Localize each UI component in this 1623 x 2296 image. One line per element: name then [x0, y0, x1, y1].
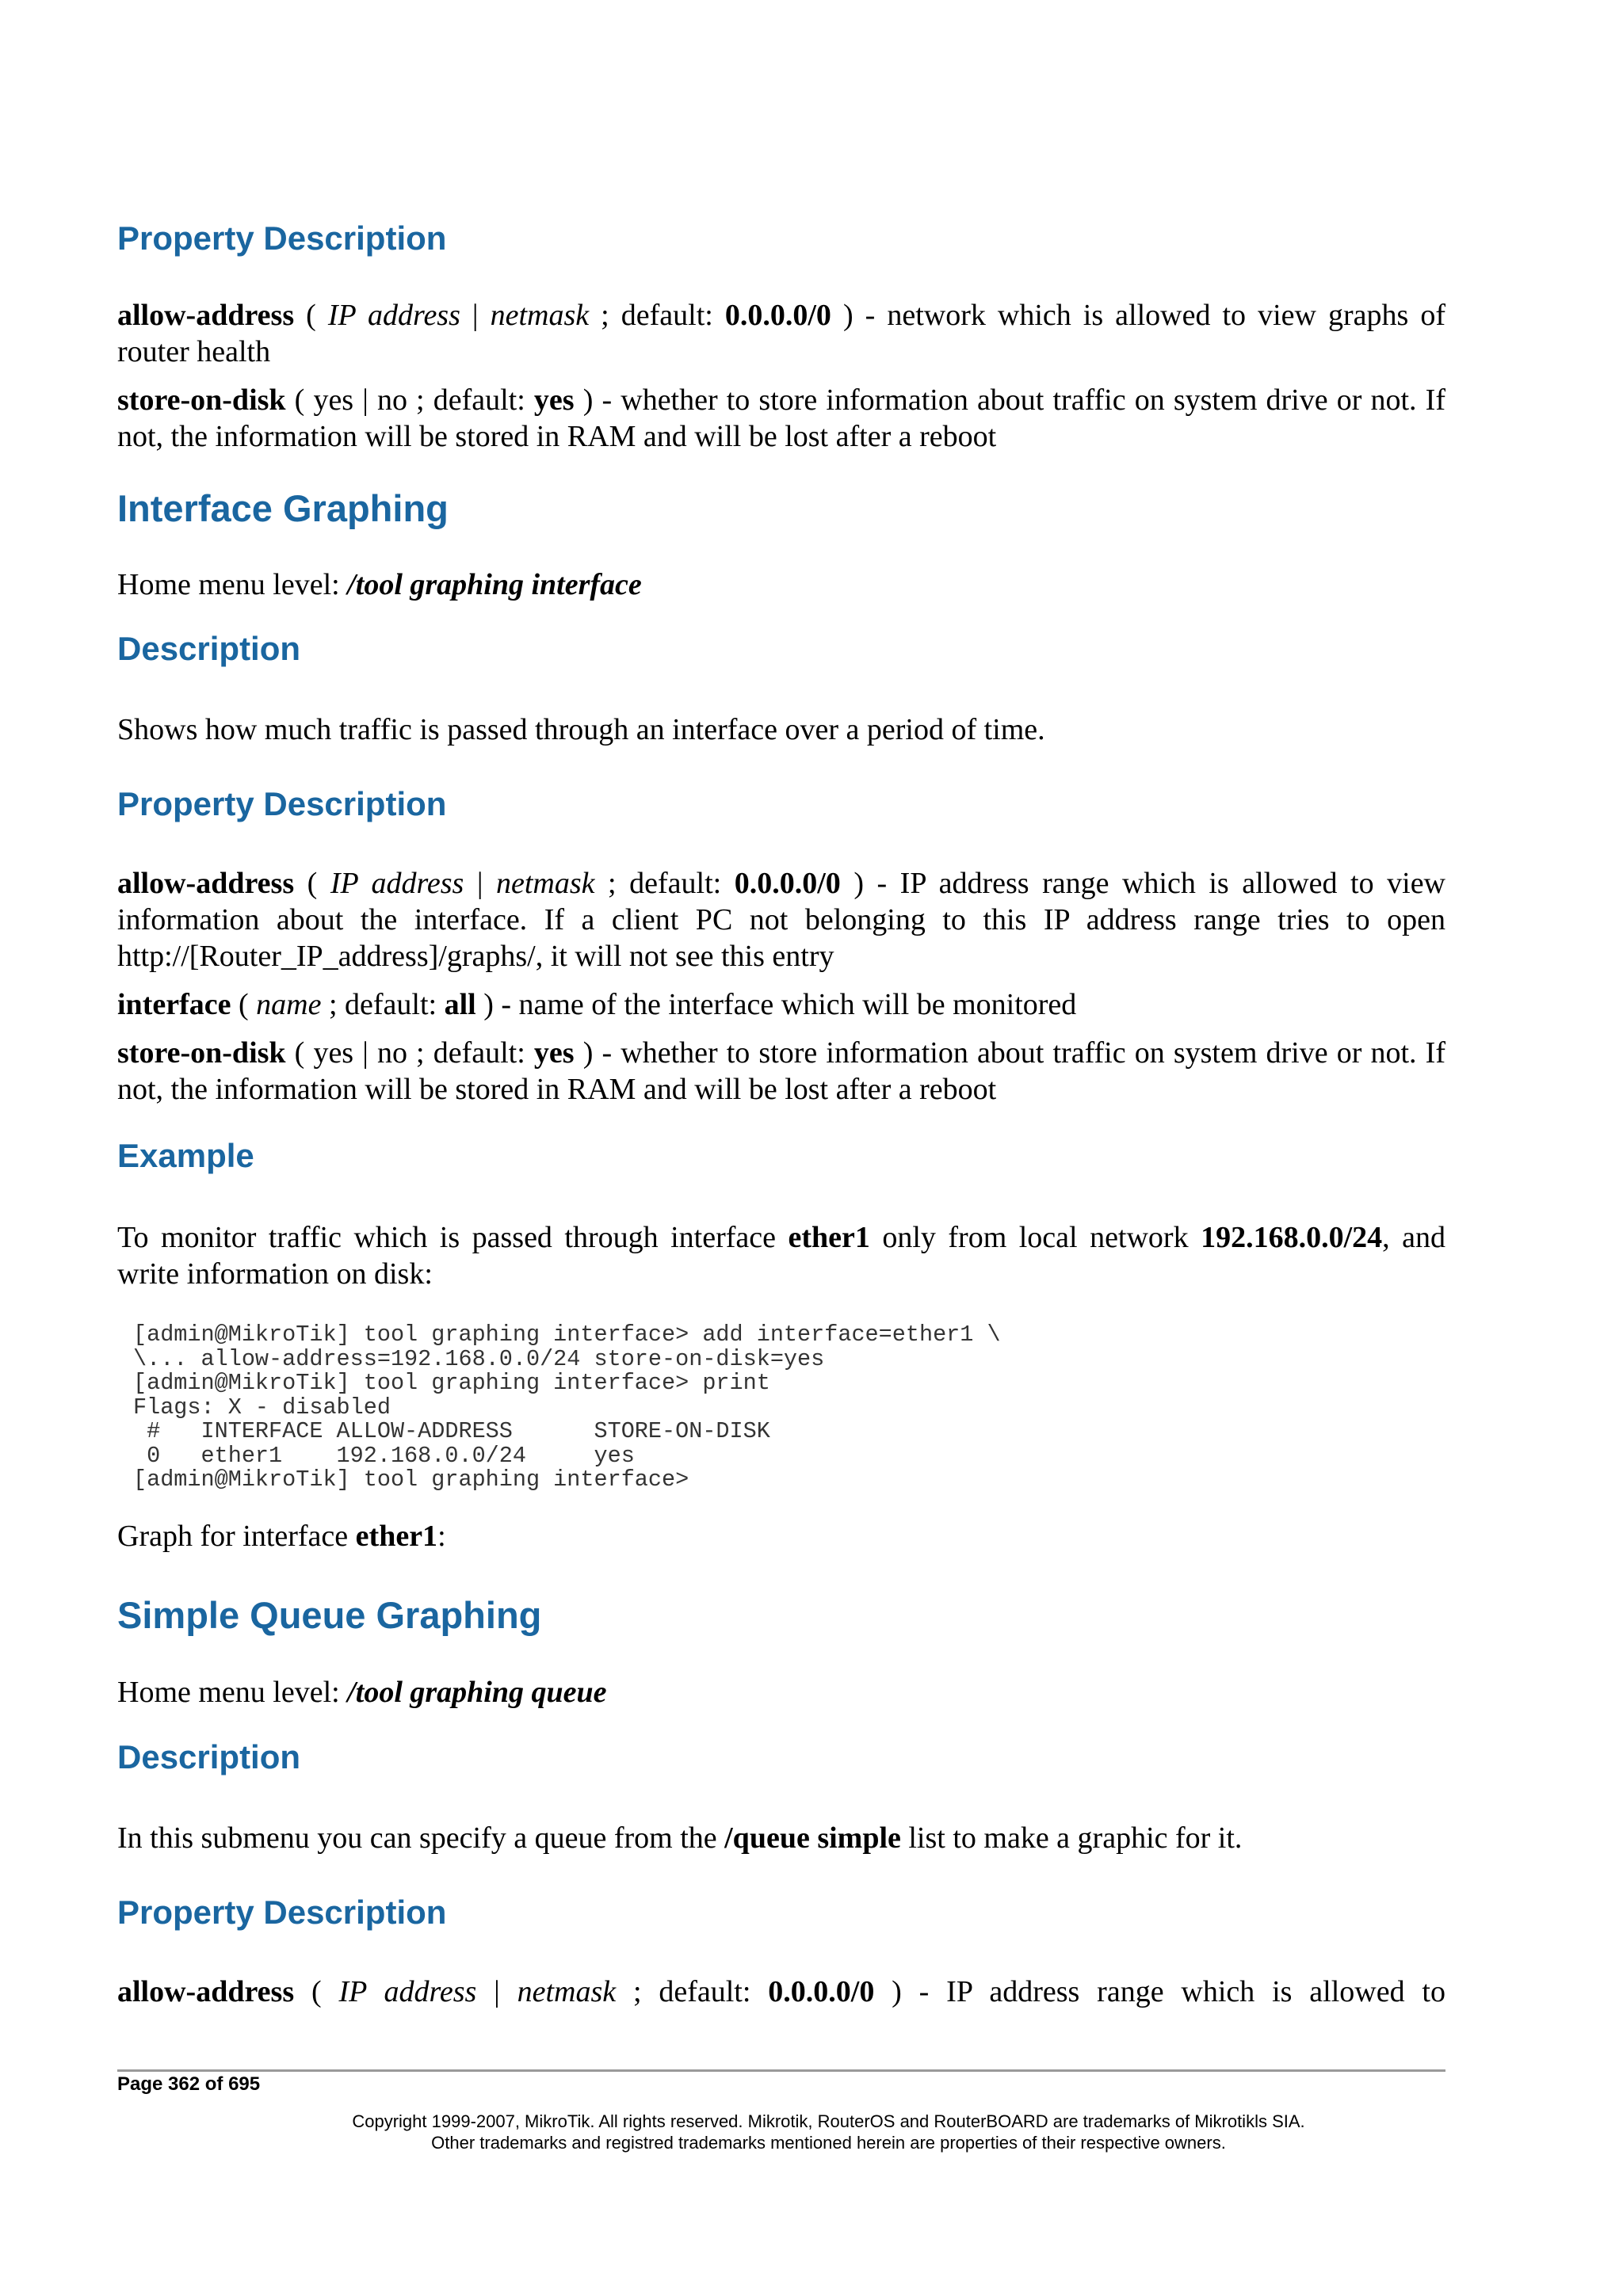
menu-path: /tool graphing interface	[347, 568, 642, 601]
property-allow-address: allow-address ( IP address | netmask ; default: 0.0.0.0/0 ) - IP address range which is allowed to view information about the interface. If a client PC not belonging to this IP address range tries to open http://[Router_IP_address]/graphs/, it will not see this entry	[117, 867, 1446, 973]
property-allow-address: allow-address ( IP address | netmask ; default: 0.0.0.0/0 ) - IP address range which is allowed to	[117, 1975, 1445, 2008]
description-heading: Description	[117, 1738, 301, 1775]
property-name: store-on-disk	[117, 383, 286, 417]
menu-level: Home menu level: /tool graphing interface	[117, 568, 642, 601]
property-name: allow-address	[117, 867, 295, 900]
copyright-line-1: Copyright 1999-2007, MikroTik. All rights reserved. Mikrotik, RouterOS and RouterBOARD are trademarks of Mikrotikls SIA.	[352, 2111, 1305, 2131]
property-name: interface	[117, 988, 231, 1021]
page-number: Page 362 of 695	[117, 2073, 261, 2095]
section-title-interface-graphing: Interface Graphing	[117, 487, 449, 529]
property-name: allow-address	[117, 1975, 295, 2008]
example-text: To monitor traffic which is passed through interface ether1 only from local network 192.168.0.0/24, and write information on disk:	[117, 1221, 1445, 1291]
property-interface: interface ( name ; default: all ) - name of the interface which will be monitored	[117, 988, 1077, 1021]
copyright-line-2: Other trademarks and registred trademarks mentioned herein are properties of their respective owners.	[431, 2133, 1226, 2153]
property-description-heading: Property Description	[117, 785, 447, 822]
property-store-on-disk: store-on-disk ( yes | no ; default: yes ) - whether to store information about traffic on system drive or not. If not, the information will be stored in RAM and will be lost after a reboot	[117, 383, 1445, 453]
code-block: [admin@MikroTik] tool graphing interface> add interface=ether1 \ \... allow-address=192.168.0.0/24 store-on-disk=yes [admin@MikroTik] tool graphing interface> print Flags: X - disabled # INTERFACE ALLOW-ADDRESS STORE-ON-DISK 0 ether1 192.168.0.0/24 yes [admin@MikroTik] tool graphing interface>	[133, 1322, 1001, 1493]
property-store-on-disk: store-on-disk ( yes | no ; default: yes ) - whether to store information about traffic on system drive or not. If not, the information will be stored in RAM and will be lost after a reboot	[117, 1036, 1445, 1106]
graph-caption: Graph for interface ether1:	[117, 1520, 446, 1553]
menu-level: Home menu level: /tool graphing queue	[117, 1676, 607, 1709]
section-heading: Property Description	[117, 219, 447, 257]
property-name: store-on-disk	[117, 1036, 286, 1070]
description-heading: Description	[117, 630, 301, 667]
property-name: allow-address	[117, 299, 295, 332]
example-heading: Example	[117, 1137, 254, 1174]
section-title-simple-queue-graphing: Simple Queue Graphing	[117, 1594, 542, 1636]
description-text: Shows how much traffic is passed through an interface over a period of time.	[117, 713, 1045, 746]
menu-path: /tool graphing queue	[347, 1676, 607, 1709]
property-allow-address: allow-address ( IP address | netmask ; default: 0.0.0.0/0 ) - network which is allowed to view graphs of router health	[117, 299, 1446, 368]
footer-divider	[117, 2069, 1445, 2072]
description-text: In this submenu you can specify a queue from the /queue simple list to make a graphic for it.	[117, 1821, 1243, 1855]
property-description-heading: Property Description	[117, 1894, 447, 1931]
